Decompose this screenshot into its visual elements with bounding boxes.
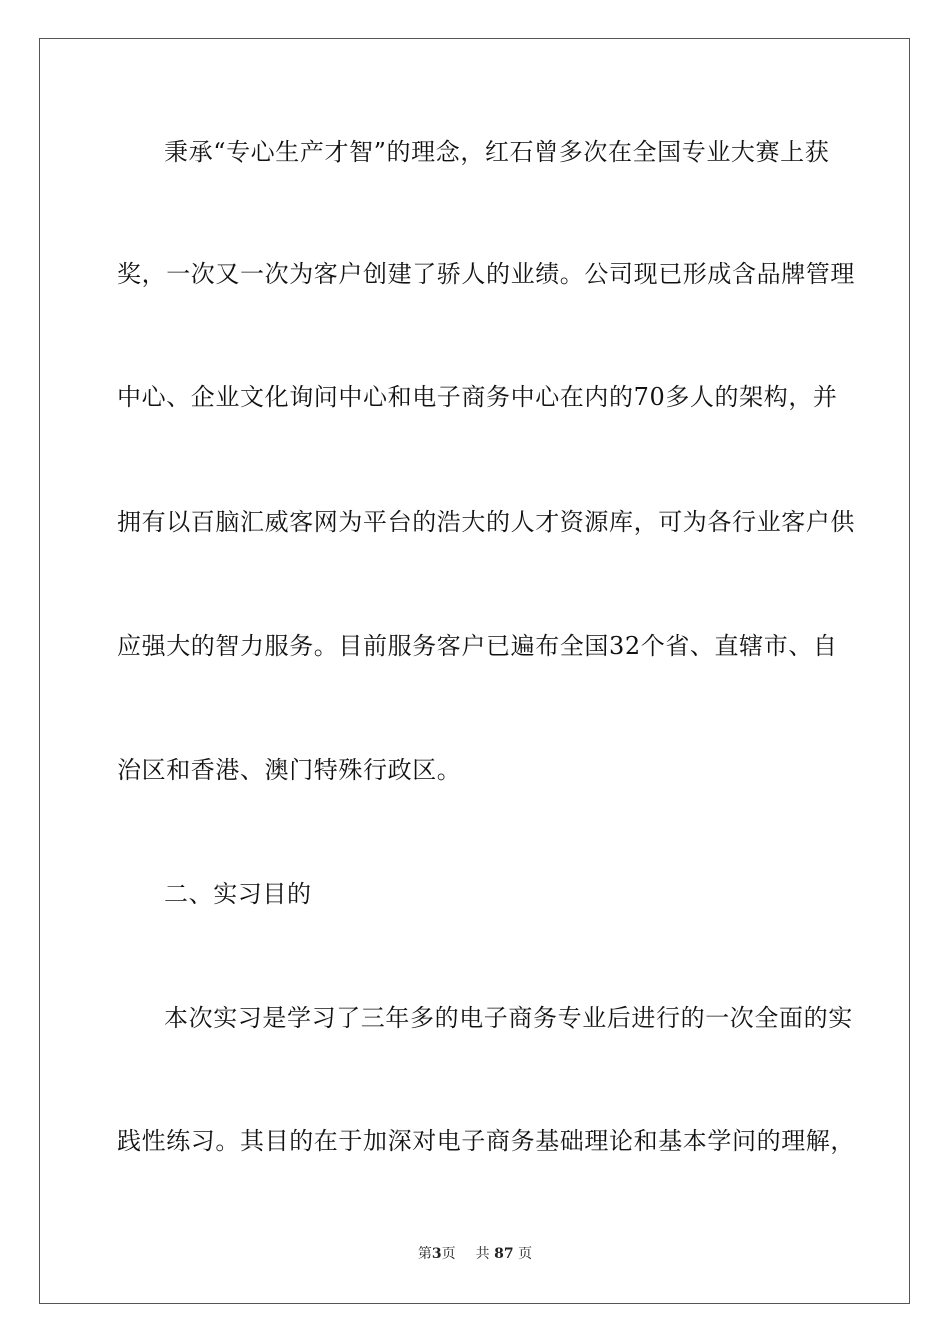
page-prefix: 第 xyxy=(417,1246,432,1262)
total-prefix: 共 xyxy=(475,1246,490,1262)
paragraph-line: 中心、企业文化询问中心和电子商务中心在内的70多人的架构，并 xyxy=(117,383,838,411)
paragraph-line: 秉承“专心生产才智”的理念，红石曾多次在全国专业大赛上获 xyxy=(164,138,830,166)
page-footer xyxy=(0,1244,950,1264)
page-number: 3 xyxy=(431,1246,442,1262)
total-suffix: 页 xyxy=(518,1246,533,1262)
page-frame xyxy=(39,38,910,1304)
paragraph-line: 治区和香港、澳门特殊行政区。 xyxy=(117,756,462,784)
total-pages: 87 xyxy=(494,1246,514,1262)
paragraph-line: 奖，一次又一次为客户创建了骄人的业绩。公司现已形成含品牌管理 xyxy=(117,260,855,288)
section-heading: 二、实习目的 xyxy=(164,880,312,908)
paragraph-line: 本次实习是学习了三年多的电子商务专业后进行的一次全面的实 xyxy=(164,1004,853,1032)
paragraph-line: 践性练习。其目的在于加深对电子商务基础理论和基本学问的理解， xyxy=(117,1127,855,1155)
page-suffix: 页 xyxy=(441,1246,456,1262)
paragraph-line: 应强大的智力服务。目前服务客户已遍布全国32个省、直辖市、自 xyxy=(117,632,838,660)
paragraph-line: 拥有以百脑汇威客网为平台的浩大的人才资源库，可为各行业客户供 xyxy=(117,508,855,536)
